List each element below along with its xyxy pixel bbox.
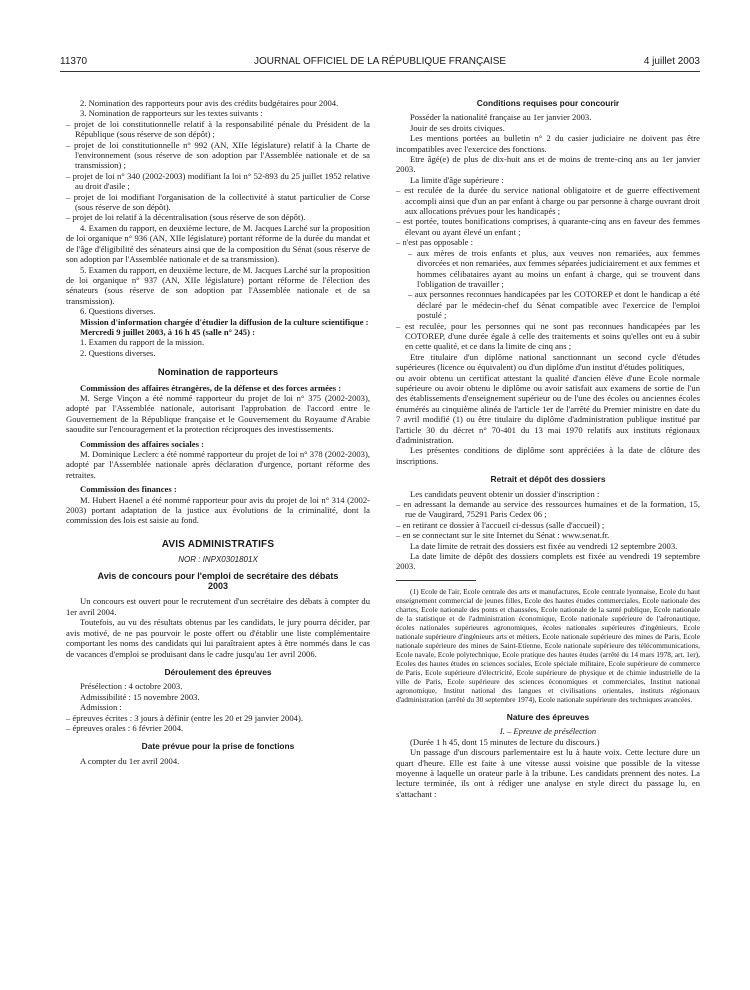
age-limit-subitem: – aux personnes reconnues handicapées par les COTOREP et dont le handicap a été déclaré par le médecin-chef du Sénat compatible avec l'exercice de l'emploi postulé ; [408, 289, 700, 321]
right-column [396, 98, 700, 799]
retrait-deadline: La date limite de retrait des dossiers est fixée au vendredi 12 septembre 2003. [410, 540, 678, 551]
left-column [66, 98, 370, 766]
bill-item: – projet de loi constitutionnelle n° 992 (AN, XIIe législature) relatif à la Charte de l'environnement (sous réserve de son adoption par l'Assemblée nationale et de sa transmission) ; [66, 139, 370, 171]
avis-title: Avis de concours pour l'emploi de secrétaire des débats 2003 [97, 570, 339, 592]
epreuve-description: Un passage d'un discours parlementaire est lu à haute voix. Cette lecture dure un quart d'heure. Elle est faite à une vitesse aussi voisine que possible de la vitesse moyenne à laquelle un orateur parle à la tribune. Les candidats prennent des notes. La lecture terminée, ils ont à rédiger une analyse en style direct du passage lu, en s'attachant : [396, 747, 700, 799]
conditions-heading: Conditions requises pour concourir [476, 98, 620, 108]
header-rule [60, 71, 700, 72]
start-date-text: A compter du 1er avril 2004. [80, 755, 180, 766]
agenda-item-5: 5. Examen du rapport, en deuxième lecture, de M. Jacques Larché sur la proposition de loi organique n° 937 (AN, XIIe législature) portant réforme de l'élection des sénateurs (sous réserve de son adoption par l'Assemblée nationale et de sa transmission). [66, 264, 370, 306]
agenda-item-4: 4. Examen du rapport, en deuxième lecture, de M. Jacques Larché sur la proposition de loi organique n° 936 (AN, XIIe législature) portant réforme de la durée du mandat et de l'âge d'éligibilité des sénateurs ainsi que de la composition du Sénat (sous réserve de son adoption par l'Assemblée nationale et de sa transmission). [66, 222, 370, 265]
issue-date: 4 juillet 2003 [643, 56, 700, 67]
admission-label: Admission : [80, 702, 122, 713]
nature-heading: Nature des épreuves [506, 711, 590, 722]
condition: Posséder la nationalité française au 1er janvier 2003. [410, 112, 592, 123]
start-date-heading: Date prévue pour la prise de fonctions [141, 741, 295, 752]
admissibilite-date: Admissibilité : 15 novembre 2003. [80, 691, 200, 702]
page-header [60, 56, 700, 70]
retrait-option: – en se connectant sur le site Internet du Sénat : www.senat.fr. [396, 530, 610, 541]
mission-title: Mission d'information chargée d'étudier la diffusion de la culture scientifique : [80, 316, 369, 327]
footnote-rule [396, 580, 476, 581]
diploma-condition: Les présentes conditions de diplôme sont appréciées à la date de clôture des inscriptions. [396, 445, 700, 466]
diploma-condition: ou avoir obtenu un certificat attestant la qualité d'ancien élève d'une Ecole normale supérieure ou avoir obtenu le diplôme ou avoir satisfait aux examens de sortie de l'un des établissements d'enseignement supérieur ou de l'une des écoles ou anciennes écoles énumérés au cinquième alinéa de l'article 1er de l'arrêté du Premier ministre en date du 7 avril modifié (1) ou être titulaire du diplôme d'administration publique institué par l'article 30 du décret n° 70-401 du 13 mai 1970 relatifs aux instituts régionaux d'administration. [396, 372, 700, 445]
age-limit-subitem: – aux mères de trois enfants et plus, aux veuves non remariées, aux femmes divorcées et non remariées, aux femmes séparées judiciairement et aux femmes et hommes célibataires ayant au moins un enfant à charge, qui se trouvent dans l'obligation de travailler ; [408, 247, 700, 289]
footnote: (1) Ecole de l'air, Ecole centrale des arts et manufactures, Ecole centrale lyonnaise, Ecole du haut enseignement commercial de jeunes filles, Ecole des hautes études commerciales, Ecole nationale des chartes, Ecole nationale des ponts et chaussées, Ecole nationale de la santé publique, Ecole nationale de la statistique et de l'administration économique, Ecole nationale supérieure de l'aéronautique, écoles nationales supérieures agronomiques, écoles nationales supérieures d'ingénieurs, Ecole nationale supérieure d'ingénieurs arts et métiers, Ecole nationale supérieure des mines de Paris, Ecole nationale supérieure des mines de Saint-Etienne, Ecole nationale supérieure des télécommunications, Ecole navale, Ecole polytechnique, Ecole pratique des hautes études (arrêté du 14 mars 1978, art. 1er), Ecoles des hautes études en sciences sociales, Ecole spéciale militaire, Ecole supérieure de commerce de Paris, Ecole supérieure d'électricité, Ecole supérieure de physique et de chimie industrielle de la ville de Paris, Ecole supérieure des sciences économiques et commerciales, Institut national agronomique, Institut national des langues et civilisations orientales, instituts régionaux d'administration (arrêté du 30 septembre 1974), Ecole nationale supérieure des techniques avancées. [396, 586, 700, 704]
condition: La limite d'âge supérieure : [410, 174, 504, 185]
committee-finance-text: M. Hubert Haenel a été nommé rapporteur pour avis du projet de loi n° 314 (2002-2003) portant adaptation de la justice aux évolutions de la criminalité, dont la commission des lois est saisie au fond. [66, 494, 370, 526]
committee-social-affairs: Commission des affaires sociales : [80, 438, 204, 449]
bill-item: – projet de loi modifiant l'organisation de la collectivité à statut particulier de Corse (sous réserve de son dépôt). [66, 191, 370, 213]
mission-item-1: 1. Examen du rapport de la mission. [80, 337, 205, 348]
mission-item-2: 2. Questions diverses. [80, 347, 156, 358]
committee-finance: Commission des finances : [80, 484, 177, 495]
committee-foreign-affairs: Commission des affaires étrangères, de la défense et des forces armées : [80, 382, 342, 393]
avis-paragraph: Toutefois, au vu des résultats obtenus par les candidats, le jury pourra décider, par avis motivé, de ne pas pourvoir le poste offert ou d'établir une liste complémentaire comportant les noms des candidats qui lui paraîtraient aptes à être nommés dans le cas de vacances d'emploi se produisant dans le cadre jusqu'au 1er avril 2006. [66, 617, 370, 659]
oral-exams: – épreuves orales : 6 février 2004. [66, 722, 184, 733]
committee-foreign-affairs-text: M. Serge Vinçon a été nommé rapporteur du projet de loi n° 375 (2002-2003), adopté par l'Assemblée nationale, autorisant l'approbation de l'accord entre le Gouvernement de la République française et le Gouvernement du Royaume d'Arabie saoudite sur l'encouragement et la protection réciproques des investissements. [66, 392, 370, 435]
agenda-item-6: 6. Questions diverses. [80, 306, 156, 317]
deroulement-heading: Déroulement des épreuves [164, 666, 272, 677]
nor-reference: NOR : INPX0301801X [178, 555, 258, 565]
retrait-heading: Retrait et dépôt des dossiers [490, 474, 606, 485]
age-limit-item: – est reculée, pour les personnes qui ne sont pas reconnues handicapées par les COTOREP, d'une durée égale à celle des traitements et soins qu'elles ont eu à subir en cette qualité, et ce dans la limite de cinq ans ; [396, 320, 700, 352]
agenda-item-2: 2. Nomination des rapporteurs pour avis des crédits budgétaires pour 2004. [80, 98, 339, 108]
nomination-heading: Nomination de rapporteurs [157, 366, 279, 378]
committee-social-affairs-text: M. Dominique Leclerc a été nommé rapporteur du projet de loi n° 378 (2002-2003), adopté par l'Assemblée nationale après déclaration d'urgence, portant réforme des retraites. [66, 449, 370, 480]
epreuve-title: I. – Epreuve de présélection [499, 726, 597, 737]
page-number: 11370 [60, 56, 88, 67]
preselection-date: Présélection : 4 octobre 2003. [80, 681, 183, 692]
retrait-option: – en retirant ce dossier à l'accueil ci-dessus (salle d'accueil) ; [396, 519, 605, 530]
mission-date: Mercredi 9 juillet 2003, à 16 h 45 (salle n° 245) : [80, 326, 255, 337]
diploma-condition: Etre titulaire d'un diplôme national sanctionnant un second cycle d'études supérieures (licence ou équivalent) ou d'un diplôme d'un institut d'études politiques, [396, 351, 700, 373]
bill-item: – projet de loi relatif à la décentralisation (sous réserve de son dépôt). [66, 212, 306, 223]
agenda-item-3: 3. Nomination de rapporteurs sur les textes suivants : [80, 108, 263, 119]
age-limit-item: – est portée, toutes bonifications comprises, à quarante-cinq ans en faveur des femmes élevant ou ayant élevé un enfant ; [396, 216, 700, 237]
journal-title: JOURNAL OFFICIEL DE LA RÉPUBLIQUE FRANÇAISE [253, 56, 507, 67]
avis-paragraph: Un concours est ouvert pour le recrutement d'un secrétaire des débats à compter du 1er avril 2004. [66, 596, 370, 617]
condition: Etre âgé(e) de plus de dix-huit ans et de moins de trente-cinq ans au 1er janvier 2003. [396, 154, 700, 175]
epreuve-duration: (Durée 1 h 45, dont 15 minutes de lecture du discours.) [410, 736, 600, 747]
condition: Les mentions portées au bulletin n° 2 du casier judiciaire ne doivent pas être incompatibles avec l'exercice des fonctions. [396, 133, 700, 154]
depot-deadline: La date limite de dépôt des dossiers complets est fixée au vendredi 19 septembre 2003. [396, 551, 700, 572]
condition: Jouir de ses droits civiques. [410, 122, 505, 133]
written-exams: – épreuves écrites : 3 jours à définir (entre les 20 et 29 janvier 2004). [66, 712, 303, 723]
bill-item: – projet de loi n° 340 (2002-2003) modifiant la loi n° 52-893 du 25 juillet 1952 relative au droit d'asile ; [66, 170, 370, 192]
bill-item: – projet de loi constitutionnelle relatif à la responsabilité pénale du Président de la République (sous réserve de son dépôt) ; [66, 118, 370, 140]
age-limit-item: – n'est pas opposable : [396, 237, 473, 248]
retrait-intro: Les candidats peuvent obtenir un dossier d'inscription : [410, 488, 600, 499]
avis-heading: AVIS ADMINISTRATIFS [161, 538, 275, 550]
retrait-option: – en adressant la demande au service des ressources humaines et de la formation, 15, rue de Vaugirard, 75291 Paris Cedex 06 ; [396, 499, 700, 520]
age-limit-item: – est reculée de la durée du service national obligatoire et de guerre effectivement accompli ainsi que d'un an par enfant à charge ou par personne à charge ouvrant droit aux allocations prévues pour les handicapés ; [396, 185, 700, 217]
